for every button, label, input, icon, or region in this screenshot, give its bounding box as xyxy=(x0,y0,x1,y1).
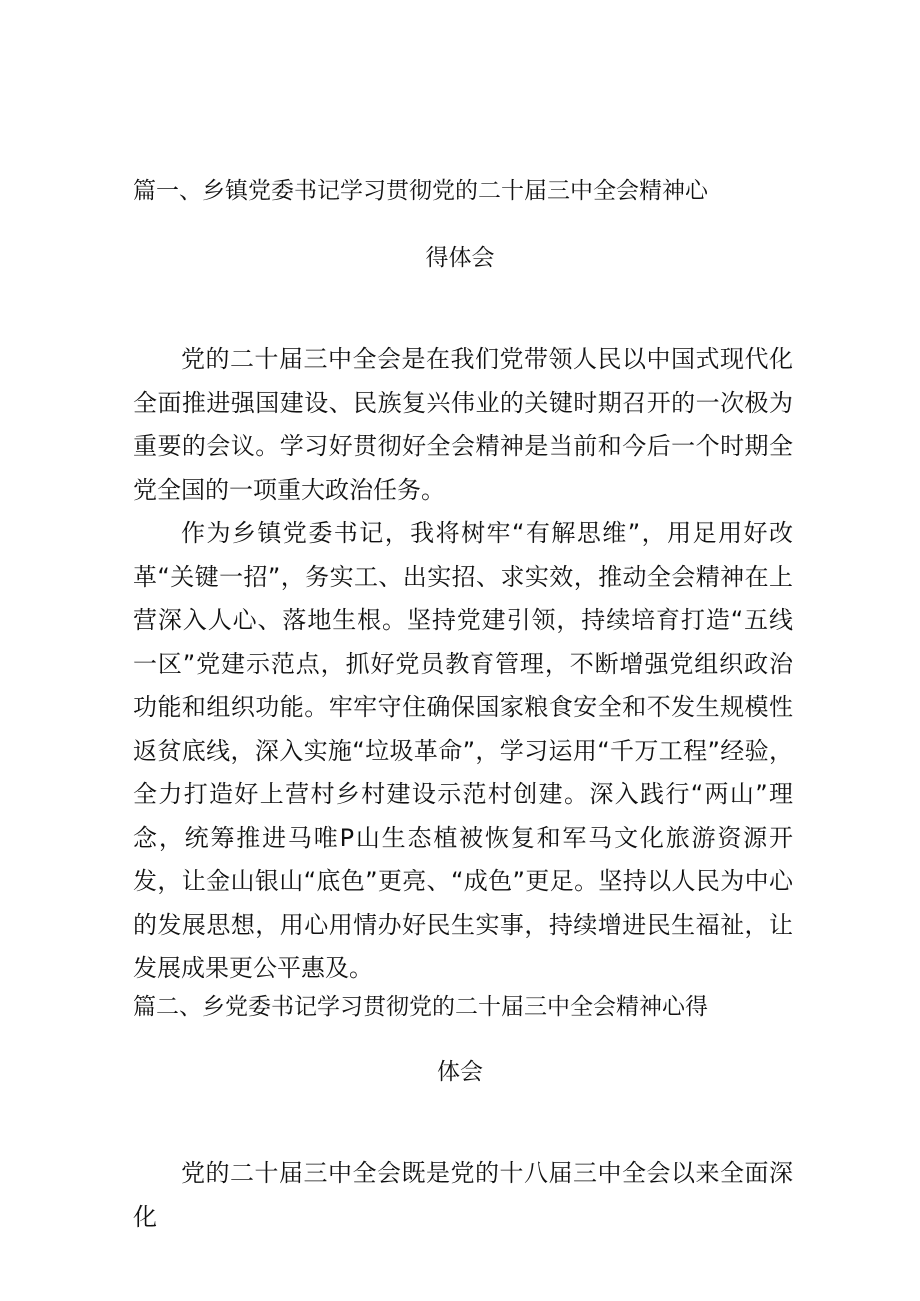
section2-title-line1: 篇二、乡党委书记学习贯彻党的二十届三中全会精神心得 xyxy=(133,994,708,1020)
section1-paragraph-2: 作为乡镇党委书记，我将树牢“有解思维”，用足用好改革“关键一招”，务实工、出实招、求实效，推动全会精神在上营深入人心、落地生根。坚持党建引领，持续培育打造“五线一区”党建示范点，抓好党员教育管理，不断增强党组织政治功能和组织功能。牢牢守住确保国家粮食安全和不发生规模性返贫底线，深入实施“垃圾革命”，学习运用“千万工程”经验，全力打造好上营村乡村建设示范村创建。深入践行“两山”理念，统筹推进马唯P山生态植被恢复和军马文化旅游资源开发，让金山银山“底色”更亮、“成色”更足。坚持以人民为中心的发展思想，用心用情办好民生实事，持续增进民生福祉，让发展成果更公平惠及。 xyxy=(133,519,793,982)
section1-paragraph-1: 党的二十届三中全会是在我们党带领人民以中国式现代化全面推进强国建设、民族复兴伟业的关键时期召开的一次极为重要的会议。学习好贯彻好全会精神是当前和今后一个时期全党全国的一项重大政治任务。 xyxy=(133,345,793,504)
section2-paragraph-1: 党的二十届三中全会既是党的十八届三中全会以来全面深化 xyxy=(133,1159,793,1231)
section1-title-line1: 篇一、乡镇党委书记学习贯彻党的二十届三中全会精神心 xyxy=(133,178,708,204)
section1-title-line2: 得体会 xyxy=(425,245,495,271)
section2-title-line2: 体会 xyxy=(437,1059,483,1085)
